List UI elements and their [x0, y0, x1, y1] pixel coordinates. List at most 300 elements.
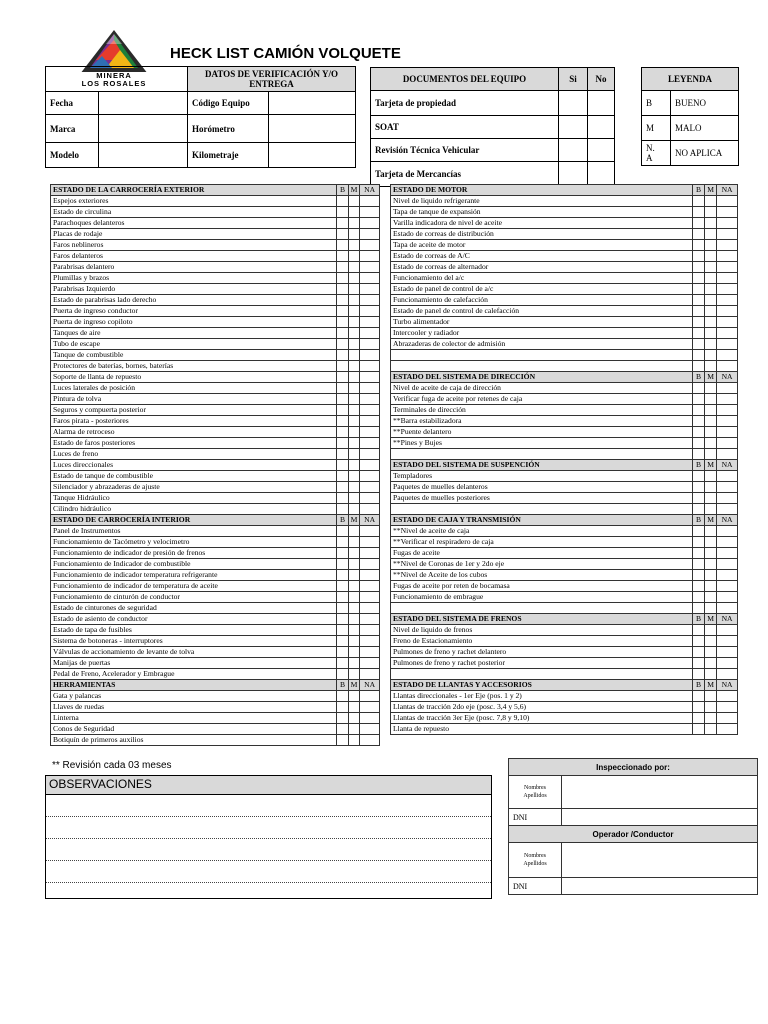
check-cell-b[interactable]: [337, 416, 348, 427]
check-cell-m[interactable]: [348, 196, 359, 207]
check-cell-m[interactable]: [348, 251, 359, 262]
check-cell-m[interactable]: [348, 295, 359, 306]
check-cell-m[interactable]: [348, 284, 359, 295]
check-cell-na[interactable]: [717, 559, 738, 570]
check-cell-na[interactable]: [717, 273, 738, 284]
check-cell-b[interactable]: [692, 405, 704, 416]
horometro-field[interactable]: [269, 115, 356, 143]
check-cell-b[interactable]: [337, 636, 348, 647]
check-cell-m[interactable]: [705, 438, 717, 449]
check-cell-na[interactable]: [360, 306, 380, 317]
check-cell-m[interactable]: [705, 427, 717, 438]
check-cell-b[interactable]: [337, 449, 348, 460]
check-cell-m[interactable]: [348, 669, 359, 680]
check-cell-na[interactable]: [360, 592, 380, 603]
check-cell-na[interactable]: [360, 581, 380, 592]
check-cell-b[interactable]: [692, 262, 704, 273]
check-cell-m[interactable]: [705, 449, 717, 460]
check-cell-m[interactable]: [705, 339, 717, 350]
check-cell-m[interactable]: [348, 493, 359, 504]
check-cell-b[interactable]: [692, 449, 704, 460]
check-cell-na[interactable]: [717, 482, 738, 493]
doc-tarjeta-propiedad-si[interactable]: [559, 91, 588, 116]
check-cell-b[interactable]: [337, 603, 348, 614]
check-cell-m[interactable]: [348, 713, 359, 724]
check-cell-m[interactable]: [705, 196, 717, 207]
check-cell-na[interactable]: [717, 328, 738, 339]
check-cell-b[interactable]: [337, 735, 348, 746]
check-cell-na[interactable]: [360, 713, 380, 724]
check-cell-na[interactable]: [717, 240, 738, 251]
check-cell-m[interactable]: [348, 449, 359, 460]
check-cell-m[interactable]: [705, 306, 717, 317]
check-cell-b[interactable]: [692, 537, 704, 548]
check-cell-m[interactable]: [348, 691, 359, 702]
check-cell-m[interactable]: [705, 537, 717, 548]
check-cell-na[interactable]: [360, 559, 380, 570]
check-cell-na[interactable]: [360, 383, 380, 394]
check-cell-b[interactable]: [692, 438, 704, 449]
check-cell-b[interactable]: [692, 713, 704, 724]
check-cell-na[interactable]: [717, 207, 738, 218]
check-cell-na[interactable]: [360, 493, 380, 504]
check-cell-b[interactable]: [337, 405, 348, 416]
check-cell-b[interactable]: [692, 691, 704, 702]
fecha-field[interactable]: [99, 92, 188, 115]
check-cell-b[interactable]: [337, 328, 348, 339]
check-cell-na[interactable]: [717, 229, 738, 240]
check-cell-b[interactable]: [337, 229, 348, 240]
check-cell-m[interactable]: [348, 229, 359, 240]
check-cell-na[interactable]: [360, 361, 380, 372]
check-cell-na[interactable]: [717, 405, 738, 416]
check-cell-na[interactable]: [717, 383, 738, 394]
check-cell-m[interactable]: [705, 218, 717, 229]
check-cell-b[interactable]: [692, 317, 704, 328]
check-cell-b[interactable]: [337, 295, 348, 306]
check-cell-na[interactable]: [717, 339, 738, 350]
check-cell-na[interactable]: [717, 581, 738, 592]
check-cell-na[interactable]: [360, 295, 380, 306]
check-cell-m[interactable]: [348, 361, 359, 372]
check-cell-m[interactable]: [348, 636, 359, 647]
check-cell-m[interactable]: [705, 658, 717, 669]
check-cell-b[interactable]: [337, 504, 348, 515]
check-cell-b[interactable]: [337, 427, 348, 438]
check-cell-m[interactable]: [348, 262, 359, 273]
check-cell-m[interactable]: [705, 647, 717, 658]
check-cell-na[interactable]: [360, 702, 380, 713]
check-cell-na[interactable]: [360, 394, 380, 405]
check-cell-na[interactable]: [717, 493, 738, 504]
check-cell-na[interactable]: [360, 636, 380, 647]
check-cell-na[interactable]: [360, 482, 380, 493]
check-cell-b[interactable]: [692, 196, 704, 207]
check-cell-na[interactable]: [717, 317, 738, 328]
inspected-names-field[interactable]: [562, 776, 758, 809]
observation-line[interactable]: [46, 883, 491, 904]
check-cell-m[interactable]: [348, 592, 359, 603]
check-cell-b[interactable]: [692, 636, 704, 647]
check-cell-m[interactable]: [348, 240, 359, 251]
check-cell-b[interactable]: [692, 218, 704, 229]
check-cell-m[interactable]: [348, 570, 359, 581]
check-cell-na[interactable]: [360, 405, 380, 416]
check-cell-na[interactable]: [360, 603, 380, 614]
check-cell-na[interactable]: [717, 603, 738, 614]
check-cell-m[interactable]: [705, 724, 717, 735]
check-cell-b[interactable]: [692, 504, 704, 515]
check-cell-na[interactable]: [717, 636, 738, 647]
check-cell-m[interactable]: [705, 317, 717, 328]
check-cell-m[interactable]: [705, 702, 717, 713]
doc-tarjeta-propiedad-no[interactable]: [588, 91, 615, 116]
check-cell-m[interactable]: [348, 526, 359, 537]
check-cell-m[interactable]: [348, 427, 359, 438]
check-cell-m[interactable]: [705, 669, 717, 680]
check-cell-na[interactable]: [360, 372, 380, 383]
doc-tarjeta-mercancias-si[interactable]: [559, 162, 588, 187]
check-cell-b[interactable]: [337, 625, 348, 636]
check-cell-b[interactable]: [692, 669, 704, 680]
check-cell-b[interactable]: [337, 493, 348, 504]
check-cell-m[interactable]: [705, 416, 717, 427]
check-cell-na[interactable]: [360, 317, 380, 328]
check-cell-m[interactable]: [348, 306, 359, 317]
modelo-field[interactable]: [99, 143, 188, 168]
check-cell-m[interactable]: [348, 460, 359, 471]
check-cell-b[interactable]: [692, 625, 704, 636]
check-cell-b[interactable]: [337, 669, 348, 680]
check-cell-b[interactable]: [692, 394, 704, 405]
check-cell-m[interactable]: [348, 273, 359, 284]
check-cell-na[interactable]: [717, 306, 738, 317]
check-cell-na[interactable]: [360, 647, 380, 658]
check-cell-b[interactable]: [337, 691, 348, 702]
check-cell-na[interactable]: [360, 339, 380, 350]
check-cell-m[interactable]: [348, 317, 359, 328]
check-cell-b[interactable]: [337, 471, 348, 482]
check-cell-b[interactable]: [337, 581, 348, 592]
check-cell-na[interactable]: [360, 658, 380, 669]
check-cell-b[interactable]: [337, 240, 348, 251]
check-cell-m[interactable]: [348, 614, 359, 625]
check-cell-na[interactable]: [717, 262, 738, 273]
check-cell-b[interactable]: [337, 526, 348, 537]
check-cell-na[interactable]: [717, 647, 738, 658]
check-cell-m[interactable]: [348, 504, 359, 515]
check-cell-na[interactable]: [360, 449, 380, 460]
check-cell-b[interactable]: [337, 317, 348, 328]
check-cell-m[interactable]: [705, 713, 717, 724]
check-cell-b[interactable]: [692, 251, 704, 262]
check-cell-m[interactable]: [705, 625, 717, 636]
check-cell-m[interactable]: [705, 383, 717, 394]
check-cell-b[interactable]: [337, 196, 348, 207]
check-cell-na[interactable]: [717, 713, 738, 724]
check-cell-na[interactable]: [717, 504, 738, 515]
check-cell-b[interactable]: [692, 207, 704, 218]
check-cell-m[interactable]: [348, 207, 359, 218]
check-cell-na[interactable]: [717, 295, 738, 306]
check-cell-na[interactable]: [717, 218, 738, 229]
doc-tarjeta-mercancias-no[interactable]: [588, 162, 615, 187]
check-cell-m[interactable]: [705, 295, 717, 306]
check-cell-b[interactable]: [337, 559, 348, 570]
check-cell-na[interactable]: [360, 207, 380, 218]
check-cell-m[interactable]: [705, 691, 717, 702]
check-cell-na[interactable]: [717, 669, 738, 680]
check-cell-na[interactable]: [717, 592, 738, 603]
check-cell-na[interactable]: [717, 526, 738, 537]
check-cell-b[interactable]: [692, 284, 704, 295]
check-cell-m[interactable]: [705, 262, 717, 273]
check-cell-b[interactable]: [692, 526, 704, 537]
check-cell-b[interactable]: [692, 570, 704, 581]
check-cell-na[interactable]: [360, 251, 380, 262]
check-cell-b[interactable]: [337, 614, 348, 625]
check-cell-b[interactable]: [692, 339, 704, 350]
check-cell-na[interactable]: [360, 570, 380, 581]
check-cell-m[interactable]: [705, 394, 717, 405]
check-cell-na[interactable]: [360, 438, 380, 449]
check-cell-na[interactable]: [717, 438, 738, 449]
check-cell-m[interactable]: [348, 581, 359, 592]
doc-soat-no[interactable]: [588, 116, 615, 139]
check-cell-na[interactable]: [717, 548, 738, 559]
check-cell-b[interactable]: [337, 570, 348, 581]
codigo-equipo-field[interactable]: [269, 92, 356, 115]
check-cell-m[interactable]: [348, 350, 359, 361]
check-cell-m[interactable]: [348, 625, 359, 636]
check-cell-na[interactable]: [717, 361, 738, 372]
check-cell-na[interactable]: [717, 702, 738, 713]
check-cell-b[interactable]: [337, 394, 348, 405]
check-cell-b[interactable]: [692, 724, 704, 735]
check-cell-m[interactable]: [348, 735, 359, 746]
check-cell-b[interactable]: [337, 592, 348, 603]
check-cell-na[interactable]: [717, 284, 738, 295]
check-cell-m[interactable]: [348, 339, 359, 350]
check-cell-na[interactable]: [360, 724, 380, 735]
marca-field[interactable]: [99, 115, 188, 143]
check-cell-b[interactable]: [692, 240, 704, 251]
check-cell-m[interactable]: [348, 537, 359, 548]
check-cell-na[interactable]: [717, 350, 738, 361]
check-cell-m[interactable]: [348, 372, 359, 383]
check-cell-na[interactable]: [360, 537, 380, 548]
check-cell-b[interactable]: [692, 493, 704, 504]
check-cell-b[interactable]: [692, 416, 704, 427]
check-cell-na[interactable]: [360, 196, 380, 207]
check-cell-b[interactable]: [692, 482, 704, 493]
check-cell-m[interactable]: [705, 328, 717, 339]
check-cell-m[interactable]: [705, 350, 717, 361]
check-cell-na[interactable]: [717, 251, 738, 262]
check-cell-b[interactable]: [337, 207, 348, 218]
observation-line[interactable]: [46, 839, 491, 861]
check-cell-b[interactable]: [337, 361, 348, 372]
check-cell-m[interactable]: [705, 504, 717, 515]
check-cell-b[interactable]: [692, 328, 704, 339]
check-cell-m[interactable]: [348, 724, 359, 735]
check-cell-b[interactable]: [692, 471, 704, 482]
check-cell-na[interactable]: [360, 273, 380, 284]
check-cell-m[interactable]: [705, 207, 717, 218]
check-cell-na[interactable]: [717, 537, 738, 548]
check-cell-b[interactable]: [337, 713, 348, 724]
check-cell-b[interactable]: [337, 306, 348, 317]
check-cell-m[interactable]: [348, 383, 359, 394]
check-cell-m[interactable]: [348, 548, 359, 559]
check-cell-b[interactable]: [692, 361, 704, 372]
check-cell-m[interactable]: [348, 647, 359, 658]
check-cell-b[interactable]: [337, 339, 348, 350]
check-cell-na[interactable]: [717, 724, 738, 735]
check-cell-na[interactable]: [360, 262, 380, 273]
check-cell-na[interactable]: [360, 548, 380, 559]
check-cell-b[interactable]: [692, 383, 704, 394]
check-cell-b[interactable]: [337, 372, 348, 383]
observation-line[interactable]: [46, 795, 491, 817]
check-cell-m[interactable]: [705, 284, 717, 295]
check-cell-b[interactable]: [337, 273, 348, 284]
check-cell-m[interactable]: [348, 559, 359, 570]
check-cell-m[interactable]: [348, 603, 359, 614]
check-cell-b[interactable]: [337, 647, 348, 658]
check-cell-m[interactable]: [348, 702, 359, 713]
check-cell-m[interactable]: [705, 482, 717, 493]
check-cell-b[interactable]: [337, 218, 348, 229]
check-cell-na[interactable]: [360, 526, 380, 537]
check-cell-na[interactable]: [360, 328, 380, 339]
check-cell-b[interactable]: [337, 548, 348, 559]
check-cell-m[interactable]: [348, 471, 359, 482]
check-cell-m[interactable]: [705, 581, 717, 592]
check-cell-m[interactable]: [705, 603, 717, 614]
check-cell-na[interactable]: [717, 196, 738, 207]
check-cell-na[interactable]: [360, 614, 380, 625]
check-cell-na[interactable]: [360, 229, 380, 240]
check-cell-b[interactable]: [337, 284, 348, 295]
check-cell-m[interactable]: [705, 471, 717, 482]
check-cell-m[interactable]: [705, 559, 717, 570]
check-cell-b[interactable]: [692, 350, 704, 361]
check-cell-b[interactable]: [692, 702, 704, 713]
check-cell-na[interactable]: [717, 416, 738, 427]
check-cell-m[interactable]: [348, 218, 359, 229]
check-cell-na[interactable]: [360, 416, 380, 427]
check-cell-na[interactable]: [360, 504, 380, 515]
check-cell-na[interactable]: [360, 460, 380, 471]
check-cell-na[interactable]: [360, 427, 380, 438]
check-cell-na[interactable]: [717, 625, 738, 636]
check-cell-b[interactable]: [692, 603, 704, 614]
check-cell-b[interactable]: [337, 724, 348, 735]
check-cell-na[interactable]: [360, 240, 380, 251]
check-cell-b[interactable]: [692, 295, 704, 306]
check-cell-m[interactable]: [705, 240, 717, 251]
check-cell-na[interactable]: [717, 471, 738, 482]
check-cell-m[interactable]: [705, 273, 717, 284]
check-cell-m[interactable]: [705, 570, 717, 581]
check-cell-b[interactable]: [692, 427, 704, 438]
check-cell-na[interactable]: [360, 625, 380, 636]
operator-names-field[interactable]: [562, 843, 758, 878]
operator-dni-field[interactable]: [562, 878, 758, 895]
check-cell-na[interactable]: [360, 218, 380, 229]
check-cell-m[interactable]: [705, 548, 717, 559]
check-cell-b[interactable]: [337, 350, 348, 361]
check-cell-b[interactable]: [337, 658, 348, 669]
check-cell-na[interactable]: [717, 570, 738, 581]
check-cell-na[interactable]: [360, 471, 380, 482]
check-cell-m[interactable]: [348, 482, 359, 493]
check-cell-m[interactable]: [705, 405, 717, 416]
check-cell-na[interactable]: [717, 658, 738, 669]
check-cell-na[interactable]: [717, 691, 738, 702]
check-cell-b[interactable]: [692, 273, 704, 284]
check-cell-b[interactable]: [337, 251, 348, 262]
check-cell-m[interactable]: [705, 636, 717, 647]
check-cell-na[interactable]: [360, 691, 380, 702]
check-cell-m[interactable]: [705, 526, 717, 537]
check-cell-b[interactable]: [692, 548, 704, 559]
check-cell-m[interactable]: [348, 416, 359, 427]
check-cell-b[interactable]: [337, 482, 348, 493]
doc-revision-tecnica-si[interactable]: [559, 139, 588, 162]
check-cell-na[interactable]: [717, 427, 738, 438]
check-cell-b[interactable]: [337, 702, 348, 713]
check-cell-b[interactable]: [692, 647, 704, 658]
check-cell-b[interactable]: [692, 559, 704, 570]
check-cell-m[interactable]: [705, 592, 717, 603]
check-cell-na[interactable]: [360, 284, 380, 295]
check-cell-b[interactable]: [692, 592, 704, 603]
observation-line[interactable]: [46, 817, 491, 839]
check-cell-b[interactable]: [337, 383, 348, 394]
kilometraje-field[interactable]: [269, 143, 356, 168]
inspected-dni-field[interactable]: [562, 809, 758, 826]
check-cell-na[interactable]: [717, 449, 738, 460]
check-cell-b[interactable]: [337, 460, 348, 471]
check-cell-b[interactable]: [337, 262, 348, 273]
check-cell-na[interactable]: [360, 350, 380, 361]
check-cell-m[interactable]: [348, 658, 359, 669]
check-cell-m[interactable]: [348, 328, 359, 339]
check-cell-na[interactable]: [360, 669, 380, 680]
check-cell-b[interactable]: [692, 658, 704, 669]
check-cell-m[interactable]: [705, 493, 717, 504]
check-cell-m[interactable]: [348, 394, 359, 405]
check-cell-m[interactable]: [705, 361, 717, 372]
check-cell-b[interactable]: [692, 229, 704, 240]
doc-revision-tecnica-no[interactable]: [588, 139, 615, 162]
check-cell-m[interactable]: [705, 229, 717, 240]
check-cell-m[interactable]: [348, 438, 359, 449]
check-cell-m[interactable]: [705, 251, 717, 262]
check-cell-na[interactable]: [360, 735, 380, 746]
check-cell-b[interactable]: [337, 438, 348, 449]
check-cell-b[interactable]: [692, 306, 704, 317]
observation-line[interactable]: [46, 861, 491, 883]
check-cell-b[interactable]: [692, 581, 704, 592]
check-cell-m[interactable]: [348, 405, 359, 416]
checklist-item-label: Faros pirata - posteriores: [51, 416, 337, 427]
check-cell-na[interactable]: [717, 394, 738, 405]
doc-soat-si[interactable]: [559, 116, 588, 139]
check-cell-b[interactable]: [337, 537, 348, 548]
